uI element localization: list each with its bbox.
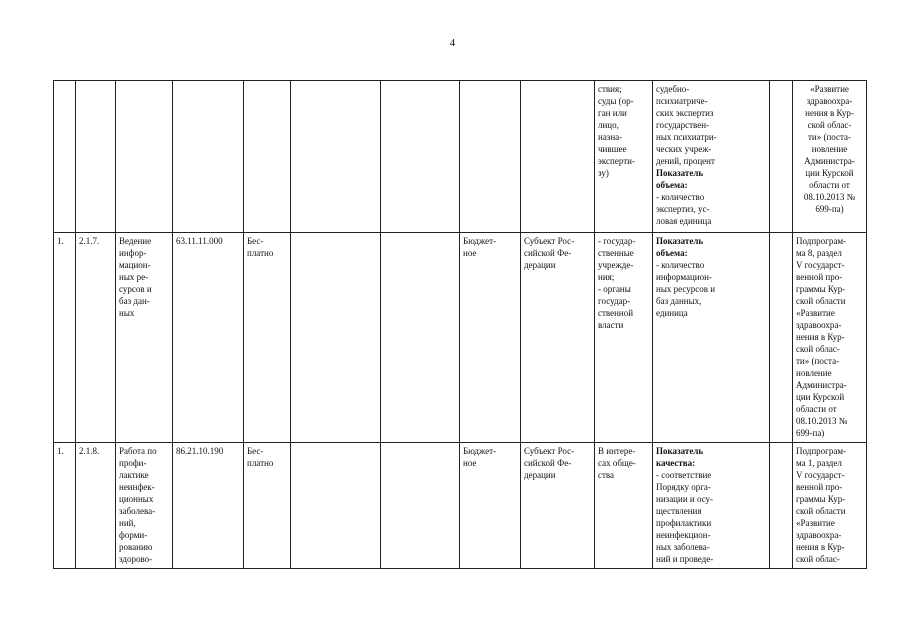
registry-table (53, 80, 867, 569)
cell-empty-7 (381, 443, 460, 569)
cell-legal-basis: Подпрограм- ма 1, раздел V государст- венной про- граммы Кур- ской области «Развитие здравоохра- нения в Кур- ской облас- (793, 443, 867, 569)
cell-consumers: ствия; суды (ор- ган или лицо, назна- чившее эксперти- зу) (595, 81, 653, 233)
cell-service-name (116, 81, 173, 233)
cell-okved-code (173, 81, 244, 233)
cell-empty-6 (291, 443, 381, 569)
cell-indicators: Показатель качества: - соответствие Порядку орга- низации и осу- ществления профилактики неинфекцион- ных заболева- ний и проведе- (653, 443, 770, 569)
cell-payment (244, 81, 291, 233)
cell-indicators: судебно- психиатриче- ских экспертиз государствен- ных психиатри- ческих учреж- дений, процент Показатель объема: - количество экспертиз, ус- ловая единица (653, 81, 770, 233)
cell-institution-type: Бюджет- ное (460, 233, 521, 443)
cell-authority: Субъект Рос- сийской Фе- дерации (521, 233, 595, 443)
cell-empty-12 (770, 233, 793, 443)
cell-okved-code: 63.11.11.000 (173, 233, 244, 443)
cell-empty-7 (381, 81, 460, 233)
cell-institution-type: Бюджет- ное (460, 443, 521, 569)
cell-item-code: 2.1.8. (76, 443, 116, 569)
table-row (54, 81, 867, 233)
cell-payment: Бес- платно (244, 233, 291, 443)
cell-item-code: 2.1.7. (76, 233, 116, 443)
cell-service-name: Ведение инфор- мацион- ных ре- сурсов и баз дан- ных (116, 233, 173, 443)
cell-empty-12 (770, 443, 793, 569)
cell-authority (521, 81, 595, 233)
cell-service-name: Работа по профи- лактике неинфек- ционных заболева- ний, форми- рованию здорово- (116, 443, 173, 569)
cell-empty-6 (291, 233, 381, 443)
cell-empty-12 (770, 81, 793, 233)
cell-payment: Бес- платно (244, 443, 291, 569)
cell-row-number (54, 81, 76, 233)
page-number: 4 (449, 37, 456, 49)
cell-legal-basis: «Развитие здравоохра- нения в Кур- ской облас- ти» (поста- новление Администра- ции Курской области от 08.10.2013 № 699-па) (793, 81, 867, 233)
cell-legal-basis: Подпрограм- ма 8, раздел V государст- венной про- граммы Кур- ской области «Развитие здравоохра- нения в Кур- ской облас- ти» (поста- новление Администра- ции Курской области от 08.10.2013 № 699-па) (793, 233, 867, 443)
table-row (54, 233, 867, 443)
cell-row-number: 1. (54, 443, 76, 569)
cell-indicators: Показатель объема: - количество информацион- ных ресурсов и баз данных, единица (653, 233, 770, 443)
table-row (54, 443, 867, 569)
cell-authority: Субъект Рос- сийской Фе- дерации (521, 443, 595, 569)
cell-row-number: 1. (54, 233, 76, 443)
cell-consumers: - государ- ственные учрежде- ния; - органы государ- ственной власти (595, 233, 653, 443)
cell-empty-7 (381, 233, 460, 443)
cell-empty-6 (291, 81, 381, 233)
cell-consumers: В интере- сах обще- ства (595, 443, 653, 569)
cell-item-code (76, 81, 116, 233)
cell-institution-type (460, 81, 521, 233)
cell-okved-code: 86.21.10.190 (173, 443, 244, 569)
